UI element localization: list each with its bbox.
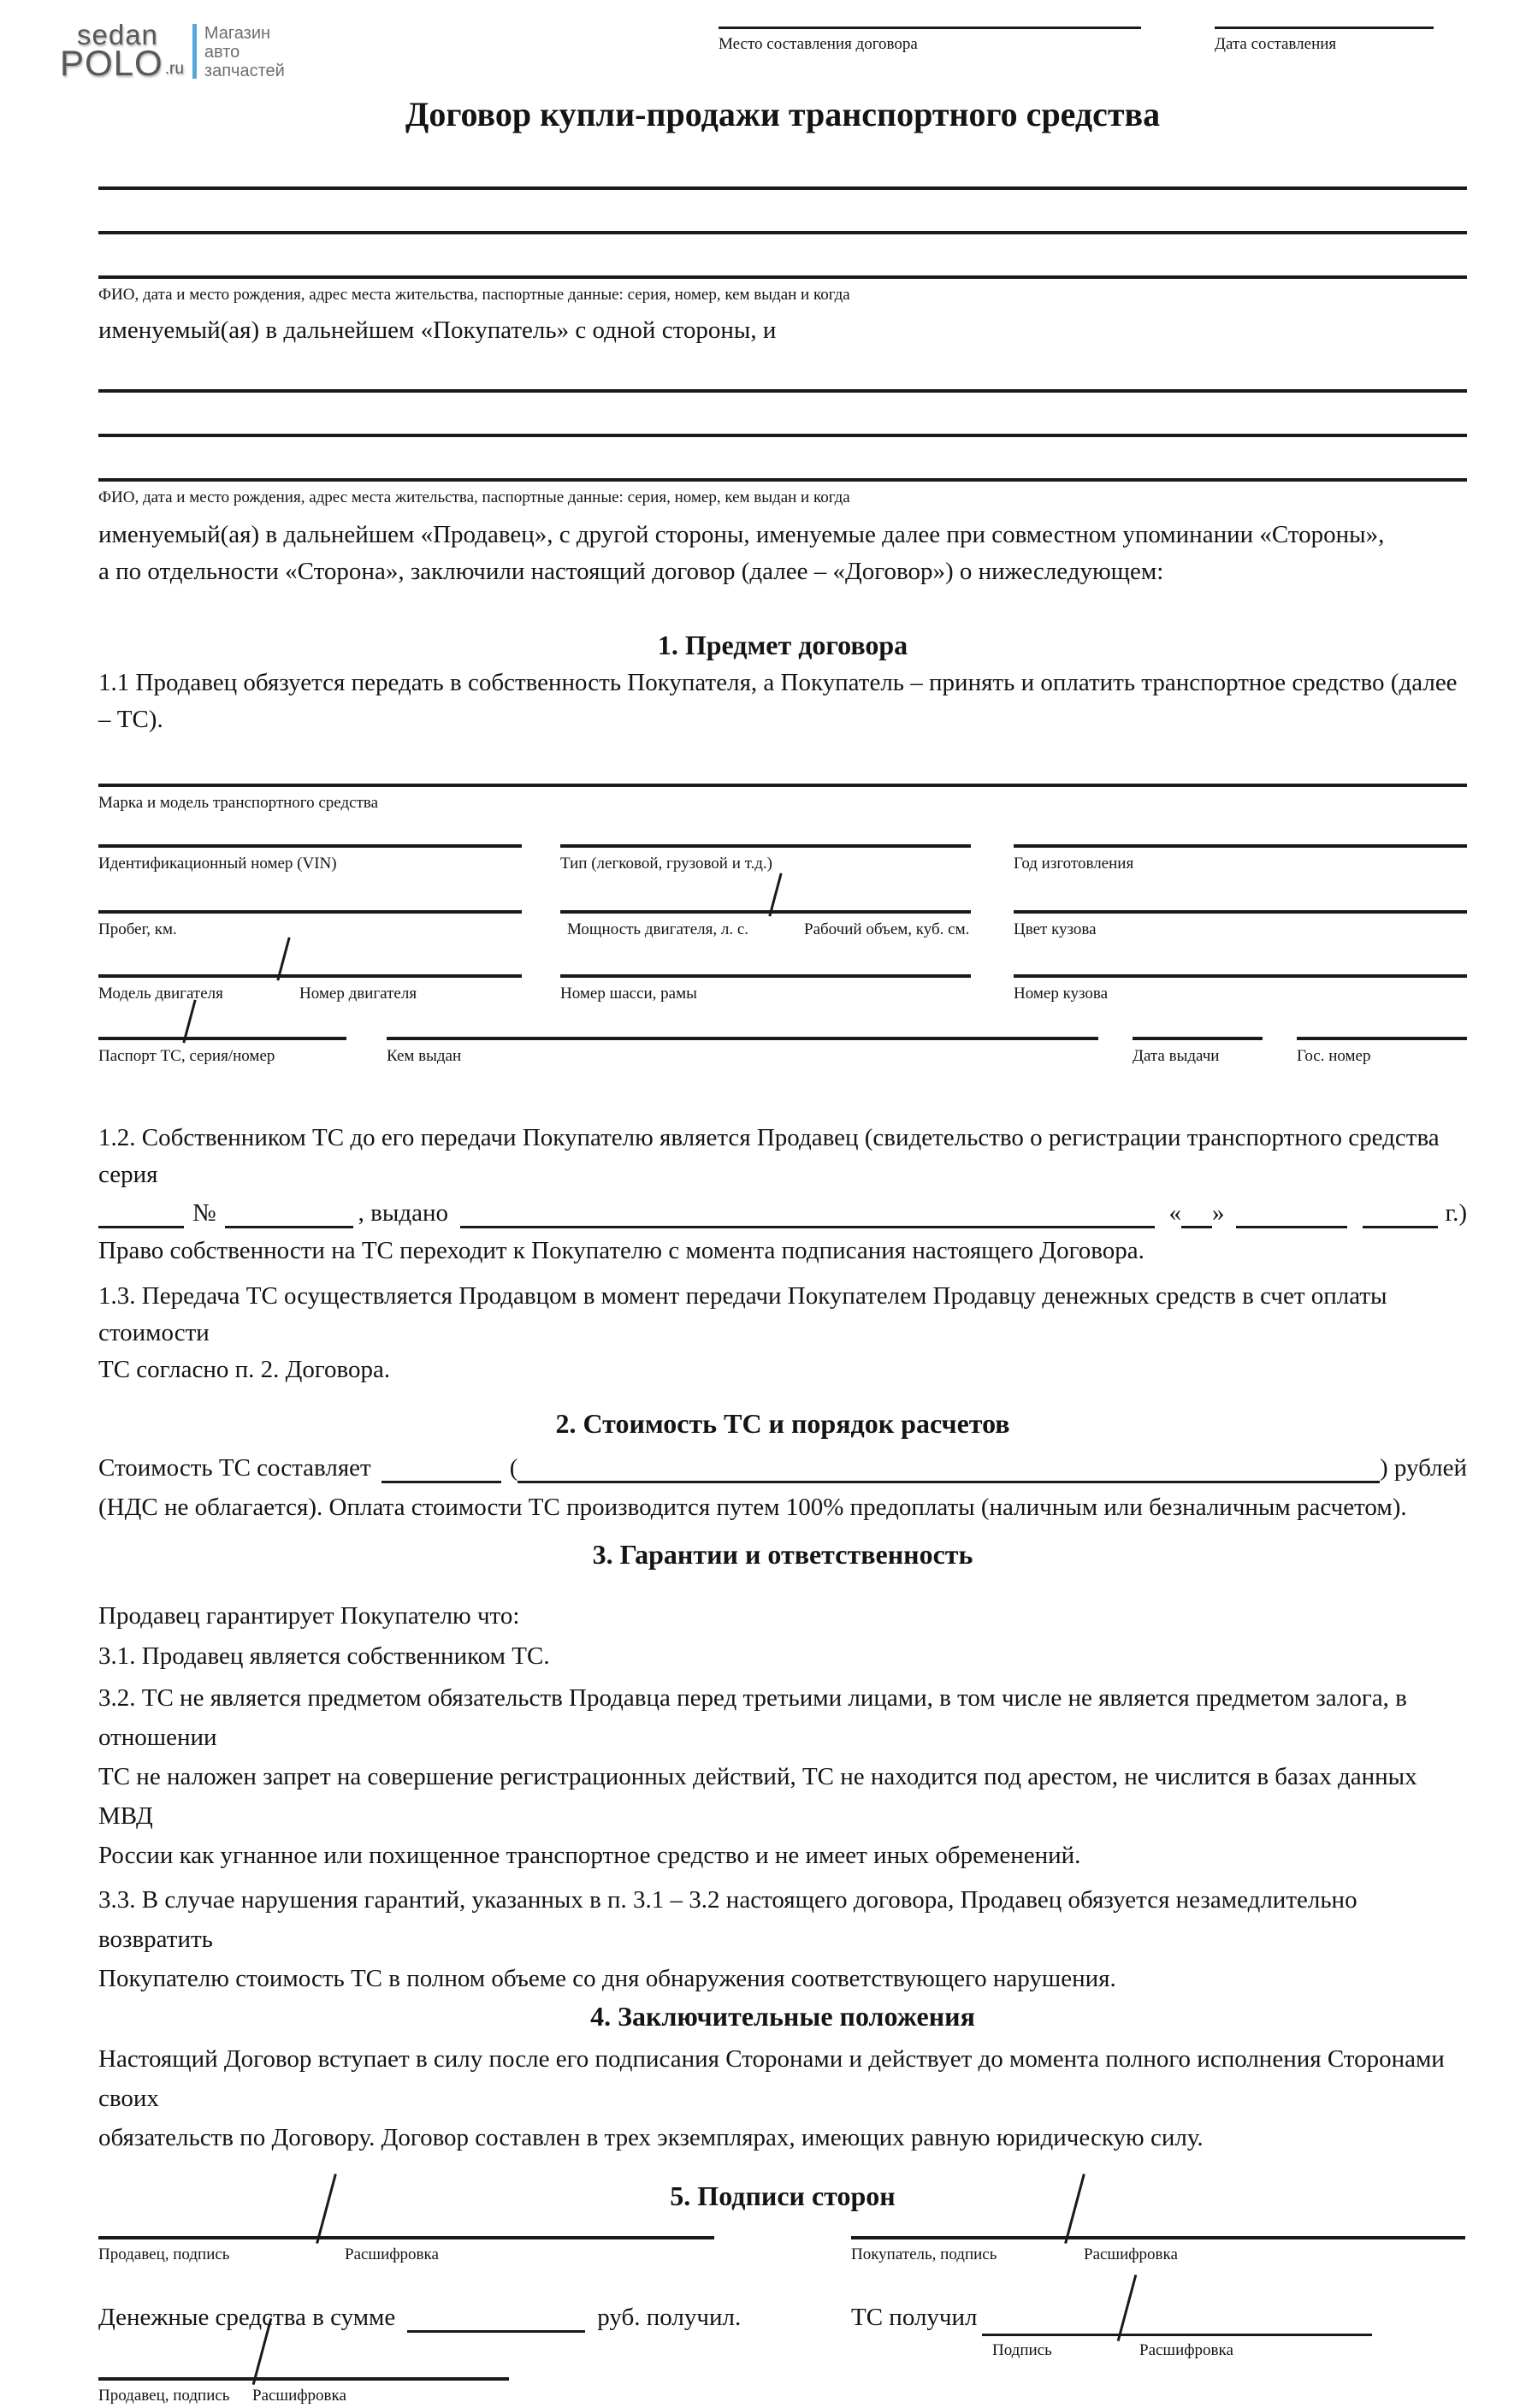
decrypt-label: Расшифровка: [252, 2387, 346, 2405]
guarantee-intro: Продавец гарантирует Покупателю что:: [98, 1602, 520, 1630]
engine-model-label: Модель двигателя: [98, 985, 223, 1003]
issue-date-field: [1133, 1037, 1263, 1067]
logo-tagline-line: авто: [204, 43, 240, 62]
clause-3-3: [98, 1880, 1467, 1998]
section3-heading: 3. Гарантии и ответственность: [592, 1539, 973, 1570]
body-color-label: Цвет кузова: [1014, 920, 1097, 938]
ts-signature-captions: [982, 2340, 1372, 2361]
engine-field: [98, 974, 522, 1004]
buyer-fill-line: [98, 275, 1467, 279]
decrypt-label: Расшифровка: [1139, 2341, 1233, 2359]
clause-1-2-fill-line: [98, 1193, 1467, 1233]
series-fill: [98, 1196, 184, 1228]
vin-field: [98, 844, 522, 874]
seller-fill-line: [98, 478, 1467, 482]
engine-number-label: Номер двигателя: [299, 985, 417, 1003]
year-label: Год изготовления: [1014, 855, 1134, 873]
power-displacement-fill-line: [560, 910, 971, 914]
make-model-label: Марка и модель транспортного средства: [98, 794, 379, 812]
cost-words-fill: [518, 1451, 1380, 1483]
issued-by-field: [387, 1037, 1098, 1067]
body-color-fill-line: [1014, 910, 1467, 914]
quote-open: «: [1168, 1199, 1181, 1227]
mileage-field: [98, 910, 522, 940]
clause-3-2: [98, 1678, 1467, 1875]
section4-heading: 4. Заключительные положения: [590, 2001, 975, 2032]
decrypt-label: Расшифровка: [1084, 2245, 1178, 2263]
vehicle-grid-row: [98, 1037, 1467, 1067]
make-model-fill-line: [98, 784, 1467, 787]
body-number-label: Номер кузова: [1014, 985, 1109, 1003]
chassis-fill-line: [560, 974, 971, 978]
clause-1-1: 1.1 Продавец обязуется передать в собственность Покупателя, а Покупатель – принять и оплатить транспортное средство (далее – ТС).: [98, 669, 1458, 733]
cost-amount-fill: [382, 1451, 501, 1483]
mileage-fill-line: [98, 910, 522, 914]
logo-tagline-line: запчастей: [204, 62, 285, 80]
issue-date-fill-line: [1133, 1037, 1263, 1040]
clause-3-3-line: Покупателю стоимость ТС в полном объеме со дня обнаружения соответствующего нарушения.: [98, 1965, 1116, 1992]
body-number-fill-line: [1014, 974, 1467, 978]
day-fill: [1181, 1196, 1212, 1228]
vehicle-passport-field: [98, 1037, 346, 1067]
clause-1-2-line3: Право собственности на ТС переходит к Покупателю с момента подписания настоящего Договора.: [98, 1237, 1144, 1264]
seller-fill-line: [98, 434, 1467, 437]
body-number-field: [1014, 974, 1467, 1004]
buyer-sign-label: Покупатель, подпись: [851, 2245, 997, 2263]
number-fill: [225, 1196, 353, 1228]
chassis-label: Номер шасси, рамы: [560, 985, 697, 1003]
seller-clause: [98, 517, 1467, 590]
ts-received-field: [851, 2298, 978, 2337]
signature-captions: [98, 2245, 1467, 2267]
buyer-clause: именуемый(ая) в дальнейшем «Покупатель» с одной стороны, и: [98, 317, 777, 344]
clause-3-2-line: 3.2. ТС не является предметом обязательств Продавца перед третьими лицами, в том числе не является предметом залога, в отношении: [98, 1684, 1407, 1751]
buyer-passport-caption: ФИО, дата и место рождения, адрес места жительства, паспортные данные: серия, номер, кем выдан и когда: [98, 286, 850, 304]
section1-heading: 1. Предмет договора: [657, 630, 908, 660]
issued-by-fill-line: [387, 1037, 1098, 1040]
section5-heading: 5. Подписи сторон: [670, 2180, 896, 2211]
sign-label: Подпись: [992, 2341, 1052, 2359]
clause-1-2-line1: 1.2. Собственником ТС до его передачи Покупателю является Продавец (свидетельство о регистрации транспортного средства серия: [98, 1124, 1440, 1188]
vin-fill-line: [98, 844, 522, 848]
seller-clause-line: а по отдельности «Сторона», заключили настоящий договор (далее – «Договор») о нижеследующем:: [98, 558, 1164, 585]
issued-by-label: Кем выдан: [387, 1047, 462, 1065]
ts-signature-line: [982, 2334, 1372, 2336]
seller-signature-line: [98, 2377, 509, 2381]
buyer-signature-line: [851, 2236, 1465, 2239]
money-amount-fill: [407, 2300, 585, 2333]
gov-number-label: Гос. номер: [1297, 1047, 1371, 1065]
buyer-fill-line: [98, 231, 1467, 234]
power-displacement-field: [560, 910, 971, 940]
mileage-label: Пробег, км.: [98, 920, 177, 938]
separator-slash: [1117, 2275, 1138, 2341]
document-title: Договор купли-продажи транспортного средства: [405, 95, 1161, 133]
year-field: [1014, 844, 1467, 874]
year-abbr: г.): [1445, 1199, 1467, 1227]
quote-close: »: [1211, 1199, 1225, 1227]
clause-1-3-line: ТС согласно п. 2. Договора.: [98, 1356, 391, 1383]
vehicle-passport-fill-line: [98, 1037, 346, 1040]
cost-prefix: Стоимость ТС составляет: [98, 1454, 371, 1482]
vehicle-grid-row: [98, 974, 1467, 1004]
type-label: Тип (легковой, грузовой и т.д.): [560, 855, 773, 873]
issued-word: , выдано: [358, 1199, 448, 1227]
seller-signature-line: [98, 2236, 714, 2239]
vehicle-passport-label: Паспорт ТС, серия/номер: [98, 1047, 275, 1065]
year-fill-line: [1014, 844, 1467, 848]
clause-1-3: [98, 1278, 1467, 1388]
month-fill: [1236, 1196, 1347, 1228]
engine-fill-line: [98, 974, 522, 978]
buyer-fill-line: [98, 186, 1467, 190]
seller-sign-label: Продавец, подпись: [98, 2387, 230, 2405]
date-of-signing-label: Дата составления: [1215, 35, 1337, 53]
type-fill-line: [560, 844, 971, 848]
power-label: Мощность двигателя, л. с.: [567, 920, 749, 938]
vehicle-grid-row: [98, 844, 1467, 874]
money-prefix: Денежные средства в сумме: [98, 2304, 396, 2331]
decrypt-label: Расшифровка: [345, 2245, 439, 2263]
cost-suffix: ) рублей: [1379, 1454, 1467, 1482]
clause-3-1: 3.1. Продавец является собственником ТС.: [98, 1642, 550, 1670]
payment-terms: (НДС не облагается). Оплата стоимости ТС производится путем 100% предоплаты (наличным или безналичным расчетом).: [98, 1494, 1407, 1521]
money-received-field: [98, 2298, 741, 2337]
number-sign: №: [192, 1199, 216, 1227]
paren-open: (: [509, 1454, 518, 1482]
clause-3-3-line: 3.3. В случае нарушения гарантий, указанных в п. 3.1 – 3.2 настоящего договора, Продавец обязуется незамедлительно возвратить: [98, 1886, 1357, 1953]
year-fill: [1363, 1196, 1438, 1228]
issue-date-label: Дата выдачи: [1133, 1047, 1220, 1065]
vin-label: Идентификационный номер (VIN): [98, 855, 337, 873]
final-provisions-line: обязательств по Договору. Договор составлен в трех экземплярах, имеющих равную юридическую силу.: [98, 2124, 1204, 2151]
signature-row: [98, 2214, 1467, 2241]
place-of-signing-label: Место составления договора: [719, 35, 918, 53]
seller-sign-label: Продавец, подпись: [98, 2245, 230, 2263]
issued-by-fill: [460, 1196, 1155, 1228]
clause-3-2-line: России как угнанное или похищенное транспортное средство и не имеет иных обременений.: [98, 1842, 1081, 1869]
gov-number-fill-line: [1297, 1037, 1467, 1040]
displacement-label: Рабочий объем, куб. см.: [804, 920, 970, 938]
type-field: [560, 844, 971, 874]
cost-fill-line: [98, 1448, 1467, 1488]
body-color-field: [1014, 910, 1467, 940]
seller-fill-line: [98, 389, 1467, 393]
final-provisions: [98, 2039, 1467, 2157]
chassis-field: [560, 974, 971, 1004]
seller-clause-line: именуемый(ая) в дальнейшем «Продавец», с другой стороны, именуемые далее при совместном упоминании «Стороны»,: [98, 521, 1385, 548]
ts-received-label: ТС получил: [851, 2304, 978, 2331]
vehicle-grid-row: [98, 910, 1467, 940]
section2-heading: 2. Стоимость ТС и порядок расчетов: [555, 1408, 1010, 1439]
clause-1-3-line: 1.3. Передача ТС осуществляется Продавцом в момент передачи Покупателем Продавцу денежных средств в счет оплаты стоимости: [98, 1282, 1387, 1346]
money-suffix: руб. получил.: [597, 2304, 742, 2331]
logo-brand-top: sedan: [76, 19, 158, 50]
logo-tagline-line: Магазин: [204, 24, 271, 43]
signature-row: [98, 2374, 1467, 2381]
clause-3-2-line: ТС не наложен запрет на совершение регистрационных действий, ТС не находится под арестом, не числится в базах данных МВД: [98, 1763, 1417, 1830]
logo-brand-suffix: .ru: [164, 60, 184, 78]
money-received-row: [98, 2298, 1467, 2359]
final-provisions-line: Настоящий Договор вступает в силу после его подписания Сторонами и действует до момента полного исполнения Сторонами своих: [98, 2045, 1445, 2112]
seller-passport-caption: ФИО, дата и место рождения, адрес места жительства, паспортные данные: серия, номер, кем выдан и когда: [98, 488, 850, 506]
signature-captions: [98, 2386, 1467, 2408]
logo-brand-bottom: POLO: [60, 43, 163, 83]
gov-number-field: [1297, 1037, 1467, 1067]
